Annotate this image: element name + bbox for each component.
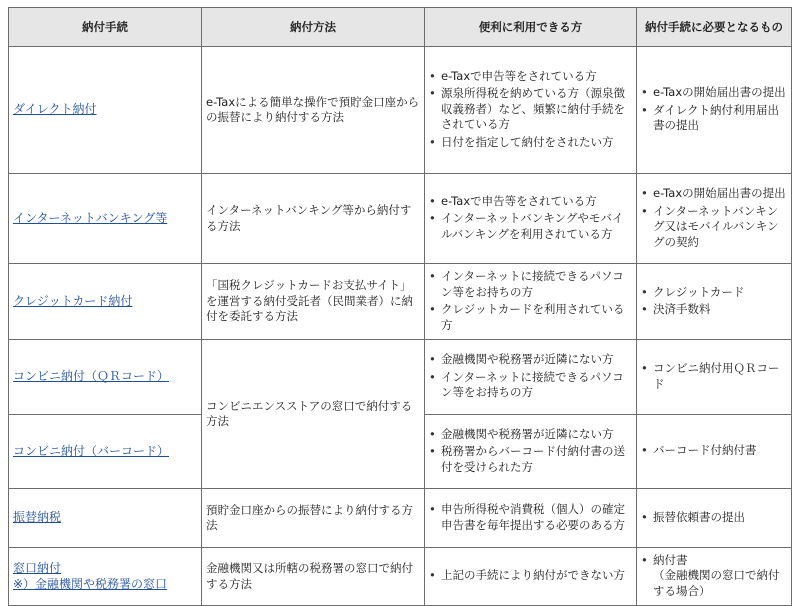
method-cell: 「国税クレジットカードお支払サイト」を運営する納付受託者（民間業者）に納付を委託する方法 <box>202 264 425 340</box>
users-cell <box>425 174 637 264</box>
procedure-cell <box>9 548 202 606</box>
list-item: • 決済手数料 <box>641 302 787 318</box>
payment-methods-table-wrap <box>8 7 791 606</box>
users-cell <box>425 47 637 174</box>
procedure-cell <box>9 415 202 489</box>
table-row <box>9 264 792 340</box>
users-cell <box>425 264 637 340</box>
list-item: • e-Taxの開始届出書の提出 <box>641 186 787 202</box>
header-procedure: 納付手続 <box>9 8 202 47</box>
table-row <box>9 340 792 415</box>
procedure-cell <box>9 340 202 415</box>
required-cell <box>637 548 792 606</box>
header-suitable-users: 便利に利用できる方 <box>425 8 637 47</box>
list-item: • e-Taxで申告等をされている方 <box>429 69 632 85</box>
list-item: • インターネットに接続できるパソコン等をお持ちの方 <box>429 269 632 300</box>
list-item: • ダイレクト納付利用届出書の提出 <box>641 103 787 134</box>
link-internet-banking[interactable]: インターネットバンキング等 <box>13 210 168 225</box>
list-item: • 日付を指定して納付をされたい方 <box>429 135 632 151</box>
table-row <box>9 47 792 174</box>
required-cell <box>637 415 792 489</box>
method-cell: 金融機関又は所轄の税務署の窓口で納付する方法 <box>202 548 425 606</box>
link-credit-card-payment[interactable]: クレジットカード納付 <box>13 293 133 308</box>
procedure-cell <box>9 174 202 264</box>
link-convenience-barcode[interactable]: コンビニ納付（バーコード） <box>13 443 170 458</box>
list-item: • バーコード付納付書 <box>641 443 787 459</box>
list-item: • 源泉所得税を納めている方（源泉徴収義務者）など、頻繁に納付手続をされている方 <box>429 86 632 133</box>
procedure-cell <box>9 264 202 340</box>
link-convenience-qr[interactable]: コンビニ納付（ＱＲコード） <box>13 369 170 384</box>
required-cell <box>637 174 792 264</box>
list-item: • 申告所得税や消費税（個人）の確定申告書を毎年提出する必要のある方 <box>429 502 632 533</box>
list-item: • 上記の手続により納付ができない方 <box>429 568 632 584</box>
table-row <box>9 489 792 548</box>
list-item: • インターネットバンキング又はモバイルバンキングの契約 <box>641 204 787 251</box>
header-required-items: 納付手続に必要となるもの <box>637 8 792 47</box>
required-cell <box>637 340 792 415</box>
users-cell <box>425 489 637 548</box>
list-item: • e-Taxの開始届出書の提出 <box>641 85 787 101</box>
list-item: • クレジットカード <box>641 285 787 301</box>
list-item: • クレジットカードを利用されている方 <box>429 302 632 333</box>
method-cell: e-Taxによる簡単な操作で預貯金口座からの振替により納付する方法 <box>202 47 425 174</box>
list-item: • インターネットバンキングやモバイルバンキングを利用されている方 <box>429 211 632 242</box>
required-text: 納付書 （金融機関の窓口で納付する場合） <box>653 552 780 598</box>
list-item: • 金融機関や税務署が近隣にない方 <box>429 427 632 443</box>
list-item <box>641 553 787 600</box>
required-cell <box>637 489 792 548</box>
table-row <box>9 174 792 264</box>
header-method: 納付方法 <box>202 8 425 47</box>
list-item: • 税務署からバーコード付納付書の送付を受けられた方 <box>429 444 632 475</box>
users-cell <box>425 548 637 606</box>
link-counter-payment[interactable]: 窓口納付 <box>13 560 62 575</box>
table-header-row <box>9 8 792 47</box>
method-cell: インターネットバンキング等から納付する方法 <box>202 174 425 264</box>
method-cell: コンビニエンスストアの窓口で納付する方法 <box>202 340 425 489</box>
payment-methods-table <box>8 7 792 606</box>
list-item: • インターネットに接続できるパソコン等をお持ちの方 <box>429 370 632 401</box>
required-cell <box>637 47 792 174</box>
table-row <box>9 548 792 606</box>
users-cell <box>425 415 637 489</box>
link-counter-payment-note[interactable]: ※）金融機関や税務署の窓口 <box>13 577 168 591</box>
list-item: • e-Taxで申告等をされている方 <box>429 194 632 210</box>
list-item: • 振替依頼書の提出 <box>641 510 787 526</box>
procedure-cell <box>9 47 202 174</box>
link-transfer-tax-payment[interactable]: 振替納税 <box>13 510 62 525</box>
required-cell <box>637 264 792 340</box>
link-direct-payment[interactable]: ダイレクト納付 <box>13 102 97 117</box>
procedure-cell <box>9 489 202 548</box>
users-cell <box>425 340 637 415</box>
method-cell: 預貯金口座からの振替により納付する方法 <box>202 489 425 548</box>
list-item: • コンビニ納付用ＱＲコード <box>641 361 787 392</box>
list-item: • 金融機関や税務署が近隣にない方 <box>429 352 632 368</box>
